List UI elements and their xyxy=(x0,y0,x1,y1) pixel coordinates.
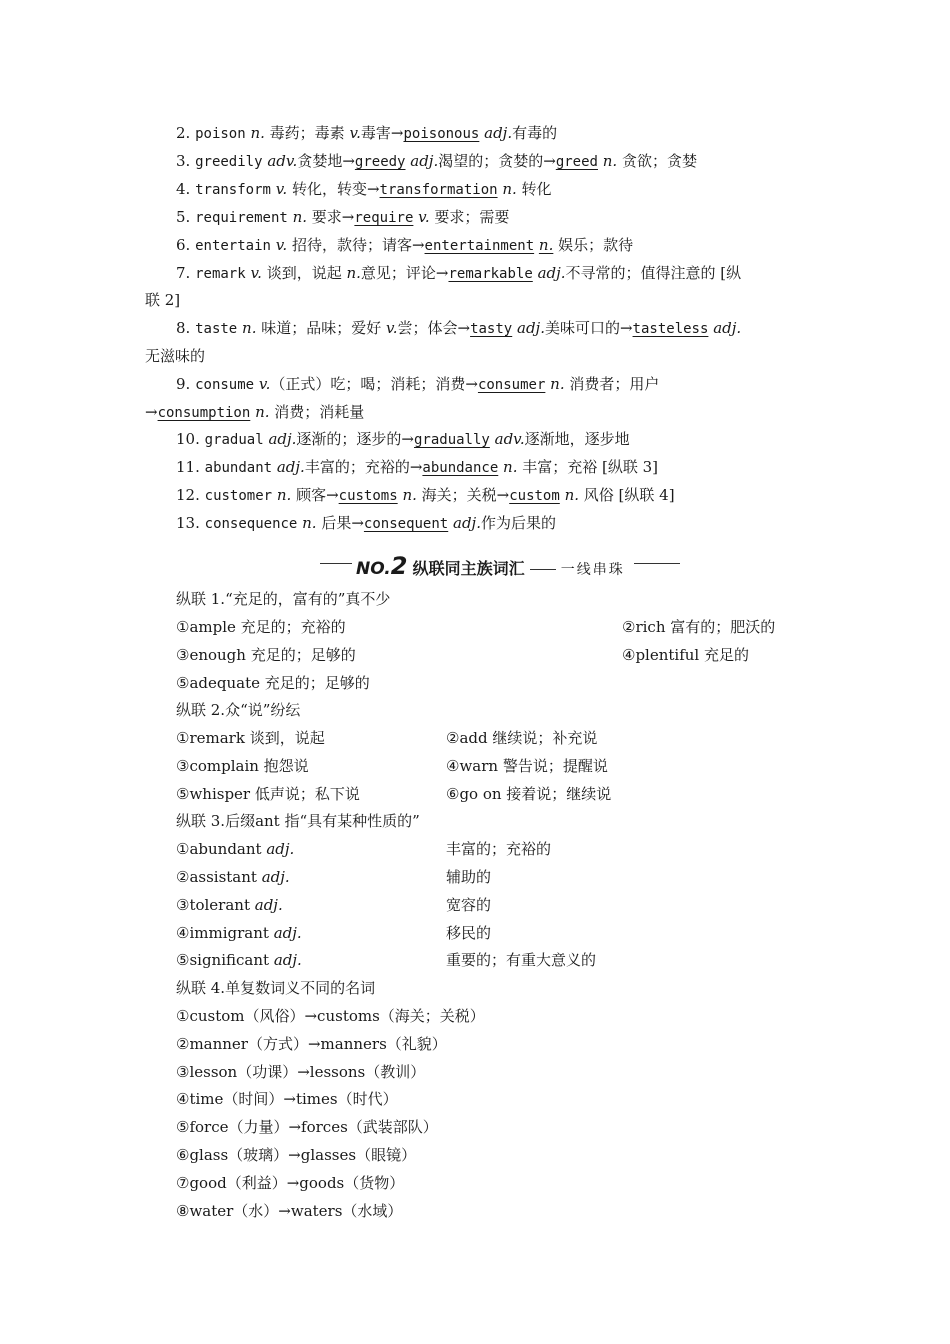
part-of-speech: adj. xyxy=(276,458,305,476)
definition: 美味可口的→ xyxy=(544,319,633,337)
vocab-item-5 xyxy=(176,207,509,228)
headword: poison xyxy=(195,126,246,142)
definition: 意见；评论→ xyxy=(360,264,449,282)
definition: 联 2] xyxy=(145,291,181,309)
derived-word: consumption xyxy=(157,405,251,421)
list-item: ②add 继续说；补充说 xyxy=(446,729,598,747)
headword: customer xyxy=(204,488,273,504)
group-2-row xyxy=(176,756,608,776)
definition: 要求→ xyxy=(307,208,355,226)
headword: remark xyxy=(195,266,246,282)
part-of-speech: n. xyxy=(276,486,292,504)
part-of-speech: n. xyxy=(250,124,265,142)
headword: gradual xyxy=(204,432,264,448)
divider-rule-mid xyxy=(530,569,556,570)
list-item: ①ample 充足的；充裕的 xyxy=(176,618,346,636)
item-number: 7. xyxy=(176,264,191,282)
vocab-item-7-continuation xyxy=(145,290,180,310)
part-of-speech: adj. xyxy=(261,868,290,886)
definition: 作为后果的 xyxy=(480,514,556,532)
definition: 风俗 [纵联 4] xyxy=(579,486,675,504)
vocab-item-11 xyxy=(176,457,658,478)
part-of-speech: n. xyxy=(564,486,580,504)
definition: 毒药；毒素 xyxy=(264,124,350,142)
part-of-speech: n. xyxy=(550,375,565,393)
derived-word: tasteless xyxy=(632,321,709,337)
part-of-speech: adj. xyxy=(517,319,545,337)
derived-word: greedy xyxy=(354,154,406,170)
part-of-speech: adj. xyxy=(273,924,302,942)
group-3-row xyxy=(176,895,492,915)
group-4-row: ⑧water（水）→waters（水域） xyxy=(176,1202,403,1220)
headword: transform xyxy=(195,182,271,198)
part-of-speech: adj. xyxy=(273,951,302,969)
list-item-word: ①abundant xyxy=(176,840,262,858)
item-number: 3. xyxy=(176,152,191,170)
vocab-item-8 xyxy=(176,318,741,339)
divider-rule-right xyxy=(634,563,680,564)
vocab-item-8-continuation xyxy=(145,346,205,366)
definition: 味道；品味；爱好 xyxy=(256,319,387,337)
part-of-speech: n. xyxy=(538,236,554,254)
vocab-item-9 xyxy=(176,374,659,395)
part-of-speech: adj. xyxy=(266,840,295,858)
vocab-item-3 xyxy=(176,151,697,172)
list-item: ⑤whisper 低声说；私下说 xyxy=(176,785,360,803)
list-item-meaning: 丰富的；充裕的 xyxy=(446,840,552,858)
definition: 贪欲；贪婪 xyxy=(617,152,697,170)
definition: 丰富的；充裕的→ xyxy=(304,458,423,476)
group-4-row: ①custom（风俗）→customs（海关；关税） xyxy=(176,1007,485,1025)
item-number: 4. xyxy=(176,180,191,198)
group-3-row xyxy=(176,867,492,887)
vocab-item-12 xyxy=(176,485,675,506)
definition: 不寻常的；值得注意的 [纵 xyxy=(565,264,742,282)
part-of-speech: adj. xyxy=(453,514,481,532)
definition: 要求；需要 xyxy=(429,208,510,226)
list-item-word: ⑤significant xyxy=(176,951,270,969)
group-2-row xyxy=(176,728,598,748)
part-of-speech: adv. xyxy=(267,152,298,170)
list-item: ①remark 谈到，说起 xyxy=(176,729,325,747)
list-item-meaning: 宽容的 xyxy=(446,896,492,914)
definition: 贪婪地→ xyxy=(297,152,355,170)
definition: 尝；体会→ xyxy=(397,319,471,337)
definition: 转化，转变→ xyxy=(287,180,380,198)
group-4-title: 纵联 4.单复数词义不同的名词 xyxy=(176,979,376,997)
group-1-row xyxy=(176,645,749,665)
vocab-item-6 xyxy=(176,235,633,256)
item-number: 12. xyxy=(176,486,200,504)
definition: （正式）吃；喝；消耗；消费→ xyxy=(270,375,478,393)
arrow: → xyxy=(145,403,158,421)
definition: 渴望的；贪婪的→ xyxy=(438,152,556,170)
part-of-speech: n. xyxy=(602,152,618,170)
group-3-row xyxy=(176,923,492,943)
list-item-meaning: 重要的；有重大意义的 xyxy=(446,951,597,969)
derived-word: poisonous xyxy=(403,126,480,142)
part-of-speech: v. xyxy=(386,319,398,337)
derived-word: transformation xyxy=(379,182,498,198)
part-of-speech: adv. xyxy=(494,430,525,448)
list-item: ④warn 警告说；提醒说 xyxy=(446,757,608,775)
part-of-speech: adj. xyxy=(410,152,439,170)
derived-word: tasty xyxy=(470,321,513,337)
group-4-row: ⑤force（力量）→forces（武装部队） xyxy=(176,1118,438,1136)
headword: abundant xyxy=(204,460,273,476)
part-of-speech: n. xyxy=(502,180,517,198)
list-item: ⑥go on 接着说；继续说 xyxy=(446,785,612,803)
section-label xyxy=(356,552,625,580)
part-of-speech: n. xyxy=(402,486,417,504)
definition: 消费；消耗量 xyxy=(269,403,365,421)
definition: 娱乐；款待 xyxy=(553,236,634,254)
part-of-speech: v. xyxy=(258,375,271,393)
definition: 毒害→ xyxy=(360,124,404,142)
item-number: 13. xyxy=(176,514,200,532)
derived-word: entertainment xyxy=(424,238,535,254)
divider-rule-left xyxy=(320,563,352,564)
group-4-row: ④time（时间）→times（时代） xyxy=(176,1090,398,1108)
group-4-row: ③lesson（功课）→lessons（教训） xyxy=(176,1063,426,1081)
part-of-speech: n. xyxy=(503,458,518,476)
part-of-speech: v. xyxy=(275,180,288,198)
group-4-row: ⑦good（利益）→goods（货物） xyxy=(176,1174,405,1192)
section-number: NO.2 xyxy=(356,552,408,580)
item-number: 2. xyxy=(176,124,191,142)
definition: 逐渐的；逐步的→ xyxy=(296,430,414,448)
part-of-speech: adj. xyxy=(484,124,513,142)
part-of-speech: n. xyxy=(255,403,270,421)
item-number: 10. xyxy=(176,430,200,448)
definition: 海关；关税→ xyxy=(416,486,510,504)
group-4-row: ⑥glass（玻璃）→glasses（眼镜） xyxy=(176,1146,417,1164)
list-item: ③enough 充足的；足够的 xyxy=(176,646,356,664)
derived-word: abundance xyxy=(422,460,499,476)
part-of-speech: adj. xyxy=(268,430,297,448)
item-number: 6. xyxy=(176,236,191,254)
group-1-row xyxy=(176,673,370,693)
section-header xyxy=(320,552,680,580)
section-subtitle: 一线串珠 xyxy=(560,562,625,578)
derived-word: gradually xyxy=(413,432,490,448)
part-of-speech: adj. xyxy=(713,319,742,337)
headword: entertain xyxy=(195,238,271,254)
group-2-title: 纵联 2.众“说”纷纭 xyxy=(176,701,301,719)
item-number: 11. xyxy=(176,458,200,476)
vocab-item-7 xyxy=(176,263,741,284)
headword: greedily xyxy=(195,154,263,170)
definition: 谈到，说起 xyxy=(261,264,347,282)
part-of-speech: adj. xyxy=(537,264,566,282)
list-item: ⑤adequate 充足的；足够的 xyxy=(176,674,370,692)
part-of-speech: adj. xyxy=(254,896,283,914)
group-1-row xyxy=(176,617,776,637)
group-1-title: 纵联 1.“充足的，富有的”真不少 xyxy=(176,590,391,608)
definition: 后果→ xyxy=(316,514,364,532)
vocab-item-2 xyxy=(176,123,557,144)
group-3-row xyxy=(176,950,597,970)
derived-word: require xyxy=(354,210,414,226)
derived-word: greed xyxy=(555,154,598,170)
list-item-word: ③tolerant xyxy=(176,896,250,914)
definition: 有毒的 xyxy=(512,124,558,142)
item-number: 9. xyxy=(176,375,191,393)
list-item-word: ②assistant xyxy=(176,868,257,886)
derived-word: remarkable xyxy=(448,266,533,282)
vocab-item-9-continuation xyxy=(145,402,364,423)
part-of-speech: v. xyxy=(275,236,288,254)
item-number: 5. xyxy=(176,208,191,226)
headword: taste xyxy=(195,321,238,337)
derived-word: consumer xyxy=(477,377,546,393)
headword: consume xyxy=(195,377,255,393)
part-of-speech: n. xyxy=(302,514,317,532)
part-of-speech: n. xyxy=(292,208,308,226)
derived-word: customs xyxy=(338,488,398,504)
definition: 无滋味的 xyxy=(145,347,206,365)
definition: 转化 xyxy=(516,180,552,198)
list-item-meaning: 辅助的 xyxy=(446,868,492,886)
list-item-meaning: 移民的 xyxy=(446,924,492,942)
list-item: ③complain 抱怨说 xyxy=(176,757,309,775)
vocab-item-13 xyxy=(176,513,556,534)
headword: requirement xyxy=(195,210,288,226)
vocab-item-10 xyxy=(176,429,630,450)
group-4-row: ②manner（方式）→manners（礼貌） xyxy=(176,1035,447,1053)
definition: 逐渐地，逐步地 xyxy=(524,430,630,448)
item-number: 8. xyxy=(176,319,191,337)
list-item-word: ④immigrant xyxy=(176,924,269,942)
part-of-speech: v. xyxy=(349,124,361,142)
headword: consequence xyxy=(204,516,298,532)
part-of-speech: n. xyxy=(346,264,361,282)
list-item: ②rich 富有的；肥沃的 xyxy=(622,618,776,636)
group-3-row xyxy=(176,839,552,859)
list-item: ④plentiful 充足的 xyxy=(622,646,749,664)
derived-word: custom xyxy=(509,488,560,504)
vocab-item-4 xyxy=(176,179,552,200)
section-title: 纵联同主族词汇 xyxy=(412,559,525,578)
definition: 丰富；充裕 [纵联 3] xyxy=(517,458,659,476)
group-2-row xyxy=(176,784,612,804)
definition: 消费者；用户 xyxy=(564,375,660,393)
part-of-speech: v. xyxy=(418,208,430,226)
definition: 招待，款待；请客→ xyxy=(287,236,425,254)
derived-word: consequent xyxy=(363,516,449,532)
part-of-speech: n. xyxy=(242,319,257,337)
part-of-speech: v. xyxy=(250,264,262,282)
definition: 顾客→ xyxy=(291,486,339,504)
group-3-title: 纵联 3.后缀ant 指“具有某种性质的” xyxy=(176,812,420,830)
